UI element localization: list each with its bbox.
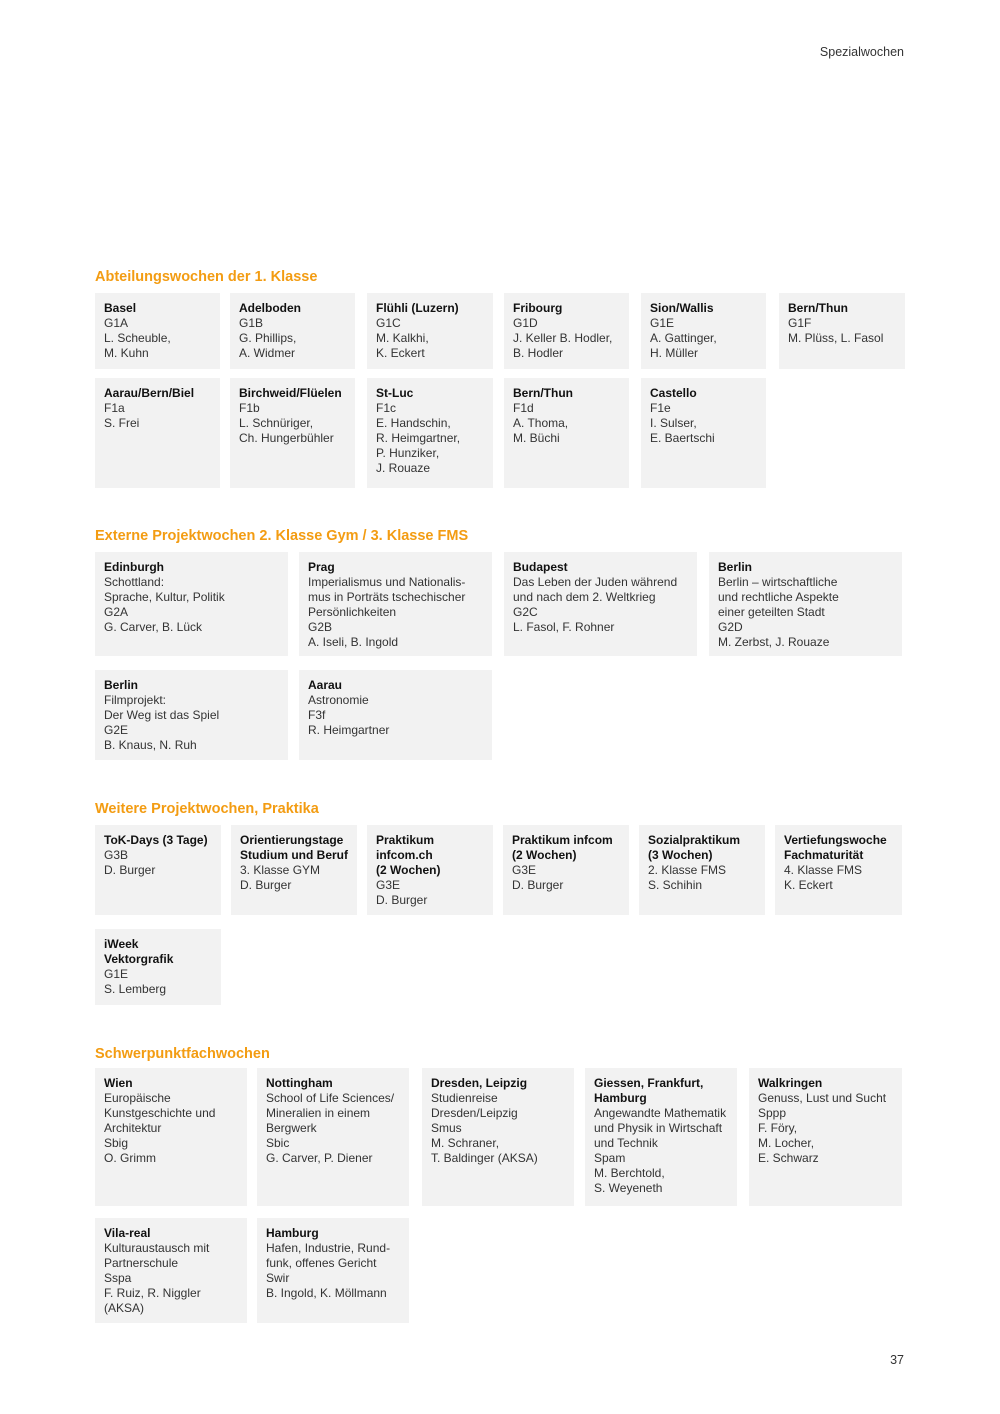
card-line: M. Büchi — [513, 431, 560, 445]
card-line: Mineralien in einem — [266, 1106, 371, 1120]
card-title: Sozialpraktikum — [648, 833, 741, 847]
card-line: G3E — [512, 863, 537, 877]
section-schwerpunktfachwochen — [95, 1045, 270, 1067]
card-line: Berlin – wirtschaftliche — [718, 575, 838, 589]
card-line: I. Sulser, — [650, 416, 697, 430]
card-line: D. Burger — [240, 878, 292, 892]
card-line: Filmprojekt: — [104, 693, 167, 707]
card-line: Ch. Hungerbühler — [239, 431, 334, 445]
card-line: F1a — [104, 401, 125, 415]
program-card — [230, 378, 355, 488]
card-line: G1F — [788, 316, 812, 330]
card-title: Giessen, Frankfurt, — [594, 1076, 704, 1090]
card-line: und nach dem 2. Weltkrieg — [513, 590, 656, 604]
card-line: F. Ruiz, R. Niggler — [104, 1286, 201, 1300]
card-title: Flühli (Luzern) — [376, 301, 459, 315]
program-card — [299, 670, 492, 760]
card-line: G3E — [376, 878, 401, 892]
program-card — [504, 378, 629, 488]
card-line: 2. Klasse FMS — [648, 863, 727, 877]
program-card — [585, 1068, 737, 1206]
card-title: (2 Wochen) — [376, 863, 441, 877]
card-line: S. Lemberg — [104, 982, 167, 996]
card-title: Studium und Beruf — [240, 848, 348, 862]
card-line: M. Plüss, L. Fasol — [788, 331, 884, 345]
card-line: Der Weg ist das Spiel — [104, 708, 220, 722]
program-card — [641, 378, 766, 488]
card-title: Edinburgh — [104, 560, 164, 574]
card-title: infcom.ch — [376, 848, 433, 862]
card-line: F1e — [650, 401, 671, 415]
card-line: und Technik — [594, 1136, 658, 1150]
card-line: G. Phillips, — [239, 331, 297, 345]
card-line: und Physik in Wirtschaft — [594, 1121, 723, 1135]
card-line: G2A — [104, 605, 129, 619]
program-card — [503, 825, 629, 915]
program-card — [422, 1068, 574, 1206]
card-line: Hafen, Industrie, Rund- — [266, 1241, 391, 1255]
card-title: Basel — [104, 301, 137, 315]
card-line: Dresden/Leipzig — [431, 1106, 518, 1120]
program-card — [95, 293, 220, 369]
card-line: G1C — [376, 316, 401, 330]
card-line: Schottland: — [104, 575, 165, 589]
program-card — [775, 825, 902, 915]
card-title: Orientierungstage — [240, 833, 344, 847]
program-card — [257, 1068, 409, 1206]
card-line: F. Föry, — [758, 1121, 798, 1135]
card-line: Angewandte Mathematik — [594, 1106, 727, 1120]
card-line: mus in Porträts tschechischer — [308, 590, 466, 604]
card-line: A. Thoma, — [513, 416, 569, 430]
card-line: B. Hodler — [513, 346, 564, 360]
program-card — [504, 293, 629, 369]
card-title: Vektorgrafik — [104, 952, 174, 966]
card-title: Dresden, Leipzig — [431, 1076, 528, 1090]
section-title: Abteilungswochen der 1. Klasse — [95, 269, 318, 285]
card-line: Partnerschule — [104, 1256, 179, 1270]
program-card — [257, 1218, 409, 1323]
card-line: Sbig — [104, 1136, 129, 1150]
card-line: B. Knaus, N. Ruh — [104, 738, 197, 752]
card-line: D. Burger — [104, 863, 156, 877]
card-line: J. Keller B. Hodler, — [513, 331, 613, 345]
card-line: 3. Klasse GYM — [240, 863, 321, 877]
card-line: funk, offenes Gericht — [266, 1256, 377, 1270]
program-card — [749, 1068, 902, 1206]
program-card — [367, 293, 493, 369]
card-line: G1E — [650, 316, 675, 330]
card-title: (3 Wochen) — [648, 848, 713, 862]
card-line: R. Heimgartner, — [376, 431, 461, 445]
program-card — [367, 825, 493, 915]
card-line: M. Berchtold, — [594, 1166, 665, 1180]
card-title: (2 Wochen) — [512, 848, 577, 862]
card-line: B. Ingold, K. Möllmann — [266, 1286, 387, 1300]
card-title: Berlin — [104, 678, 139, 692]
program-card — [504, 552, 697, 656]
card-line: G1D — [513, 316, 538, 330]
section-abteilungswochen — [95, 268, 317, 290]
card-title: Budapest — [513, 560, 568, 574]
card-line: Sspa — [104, 1271, 132, 1285]
card-line: K. Eckert — [376, 346, 425, 360]
card-line: 4. Klasse FMS — [784, 863, 863, 877]
card-line: Studienreise — [431, 1091, 498, 1105]
card-line: T. Baldinger (AKSA) — [431, 1151, 538, 1165]
card-line: E. Baertschi — [650, 431, 715, 445]
card-title: Bern/Thun — [513, 386, 573, 400]
program-card — [779, 293, 905, 369]
card-line: Spam — [594, 1151, 626, 1165]
card-line: (AKSA) — [104, 1301, 145, 1315]
card-line: Bergwerk — [266, 1121, 317, 1135]
card-line: F3f — [308, 708, 326, 722]
section-weitere-projektwochen — [95, 800, 319, 822]
card-title: Aarau/Bern/Biel — [104, 386, 195, 400]
card-line: G2E — [104, 723, 129, 737]
program-card — [95, 552, 288, 656]
card-line: G3B — [104, 848, 129, 862]
program-card — [641, 293, 766, 369]
card-line: Sppp — [758, 1106, 787, 1120]
program-card — [639, 825, 765, 915]
program-card — [709, 552, 902, 656]
program-card — [95, 825, 221, 915]
card-line: K. Eckert — [784, 878, 833, 892]
program-card — [95, 1068, 247, 1206]
card-line: F1b — [239, 401, 260, 415]
card-title: Wien — [104, 1076, 133, 1090]
program-card — [95, 1218, 247, 1323]
card-line: School of Life Sciences/ — [266, 1091, 395, 1105]
card-title: Hamburg — [594, 1091, 647, 1105]
card-line: E. Handschin, — [376, 416, 451, 430]
card-line: Genuss, Lust und Sucht — [758, 1091, 887, 1105]
card-line: P. Hunziker, — [376, 446, 440, 460]
section-externe-projektwochen — [95, 527, 468, 549]
card-line: E. Schwarz — [758, 1151, 819, 1165]
card-line: G2B — [308, 620, 333, 634]
card-line: Das Leben der Juden während — [513, 575, 678, 589]
card-title: iWeek — [104, 937, 139, 951]
card-line: Sbic — [266, 1136, 290, 1150]
card-line: G2D — [718, 620, 743, 634]
section-title: Schwerpunktfachwochen — [95, 1046, 270, 1062]
card-title: St-Luc — [376, 386, 414, 400]
card-line: G1E — [104, 967, 129, 981]
program-card — [95, 670, 288, 760]
card-title: Prag — [308, 560, 335, 574]
program-card — [230, 293, 355, 369]
card-line: M. Schraner, — [431, 1136, 500, 1150]
card-line: D. Burger — [512, 878, 564, 892]
card-line: S. Schihin — [648, 878, 703, 892]
card-line: D. Burger — [376, 893, 428, 907]
running-header: Spezialwochen — [819, 45, 904, 59]
card-line: Astronomie — [308, 693, 369, 707]
program-card — [367, 378, 493, 488]
card-title: Praktikum — [376, 833, 435, 847]
card-title: ToK-Days (3 Tage) — [104, 833, 208, 847]
card-line: F1d — [513, 401, 534, 415]
card-line: G2C — [513, 605, 538, 619]
card-line: A. Iseli, B. Ingold — [308, 635, 399, 649]
card-title: Sion/Wallis — [650, 301, 714, 315]
program-card — [95, 378, 220, 488]
card-title: Vertiefungswoche — [784, 833, 887, 847]
card-line: G. Carver, B. Lück — [104, 620, 203, 634]
card-line: M. Kuhn — [104, 346, 149, 360]
card-title: Nottingham — [266, 1076, 333, 1090]
card-line: Smus — [431, 1121, 462, 1135]
card-title: Bern/Thun — [788, 301, 848, 315]
card-line: F1c — [376, 401, 397, 415]
program-card — [95, 929, 221, 1005]
card-line: H. Müller — [650, 346, 699, 360]
card-title: Praktikum infcom — [512, 833, 613, 847]
card-line: Kulturaustausch mit — [104, 1241, 210, 1255]
card-line: R. Heimgartner — [308, 723, 390, 737]
card-title: Vila-real — [104, 1226, 151, 1240]
card-title: Fachmaturität — [784, 848, 864, 862]
card-title: Berlin — [718, 560, 753, 574]
card-line: L. Fasol, F. Rohner — [513, 620, 615, 634]
card-line: A. Gattinger, — [650, 331, 717, 345]
card-line: M. Kalkhi, — [376, 331, 429, 345]
program-card — [231, 825, 357, 915]
card-title: Hamburg — [266, 1226, 319, 1240]
card-line: Architektur — [104, 1121, 162, 1135]
card-line: Persönlichkeiten — [308, 605, 397, 619]
card-title: Walkringen — [758, 1076, 823, 1090]
card-title: Aarau — [308, 678, 343, 692]
program-card — [299, 552, 492, 656]
card-line: O. Grimm — [104, 1151, 156, 1165]
card-line: G1A — [104, 316, 129, 330]
card-line: L. Scheuble, — [104, 331, 171, 345]
card-title: Fribourg — [513, 301, 563, 315]
section-title: Weitere Projektwochen, Praktika — [95, 801, 319, 817]
section-title: Externe Projektwochen 2. Klasse Gym / 3. Klasse FMS — [95, 528, 469, 544]
card-title: Birchweid/Flüelen — [239, 386, 342, 400]
card-title: Castello — [650, 386, 697, 400]
card-line: Sprache, Kultur, Politik — [104, 590, 225, 604]
card-line: M. Zerbst, J. Rouaze — [718, 635, 830, 649]
card-line: Europäische — [104, 1091, 171, 1105]
card-line: A. Widmer — [239, 346, 296, 360]
card-line: Kunstgeschichte und — [104, 1106, 216, 1120]
card-line: Swir — [266, 1271, 290, 1285]
card-line: M. Locher, — [758, 1136, 815, 1150]
card-line: Imperialismus und Nationalis- — [308, 575, 466, 589]
card-line: S. Weyeneth — [594, 1181, 663, 1195]
card-line: J. Rouaze — [376, 461, 431, 475]
card-line: L. Schnüriger, — [239, 416, 314, 430]
card-line: G. Carver, P. Diener — [266, 1151, 373, 1165]
card-title: Adelboden — [239, 301, 301, 315]
card-line: und rechtliche Aspekte — [718, 590, 839, 604]
card-line: G1B — [239, 316, 264, 330]
page-number: 37 — [890, 1353, 904, 1367]
card-line: S. Frei — [104, 416, 140, 430]
card-line: einer geteilten Stadt — [718, 605, 825, 619]
